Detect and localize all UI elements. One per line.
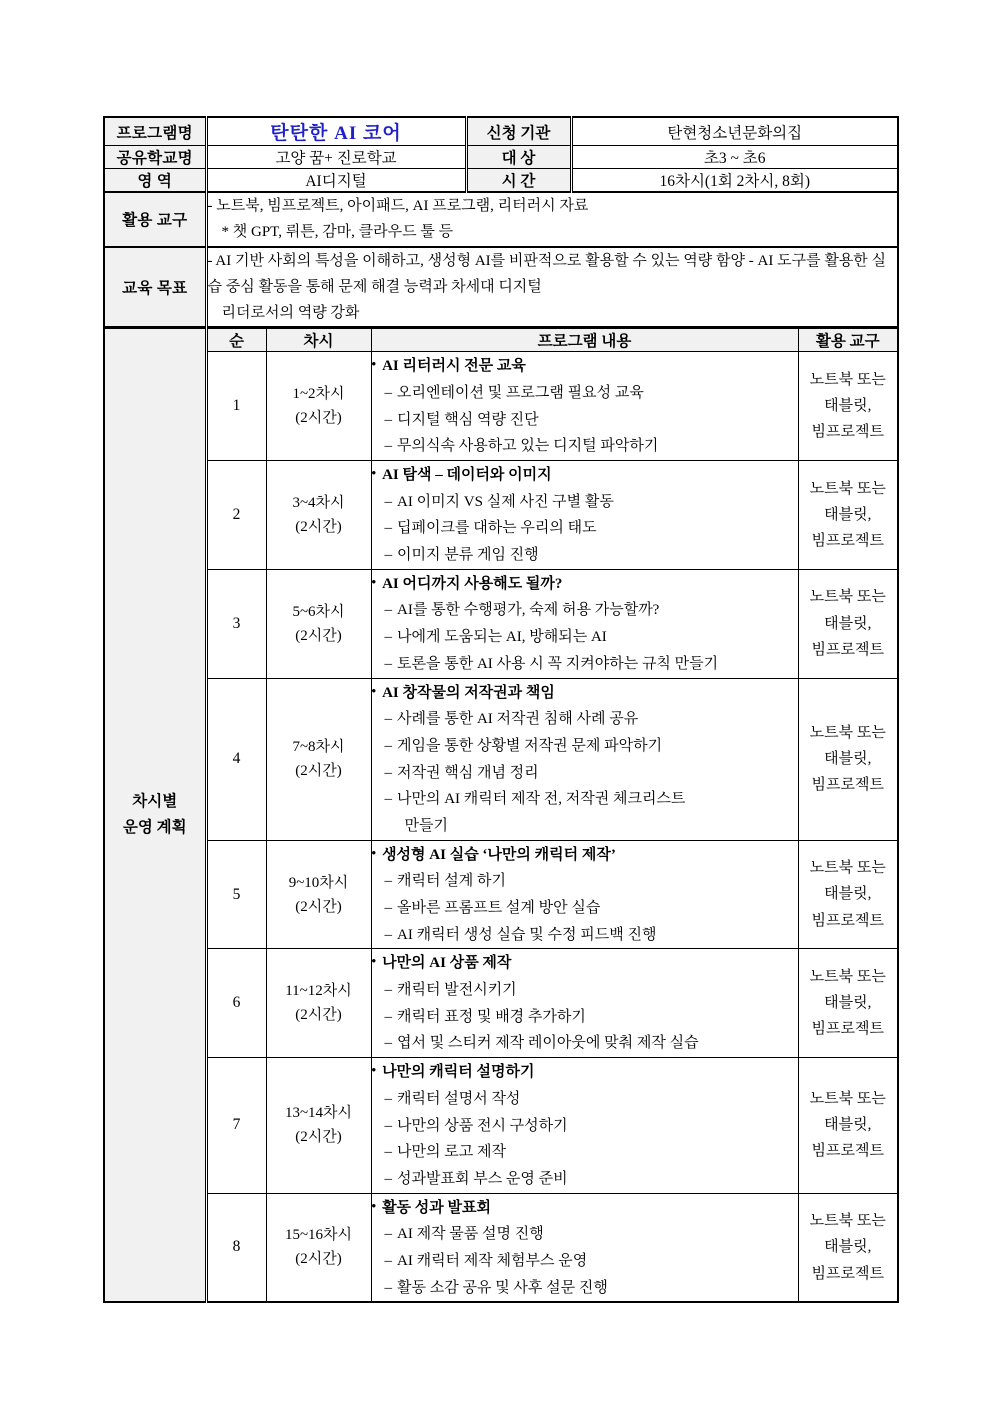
session-tools-line-3: 빔프로젝트 [811, 1265, 884, 1282]
session-range-line-2: (2시간) [295, 1129, 342, 1146]
session-row [104, 461, 898, 570]
session-tools-line-2: 태블릿, [824, 615, 872, 632]
session-tools-line-1: 노트북 또는 [809, 1090, 886, 1107]
session-tools-line-3: 빔프로젝트 [811, 1021, 884, 1038]
session-number: 2 [206, 461, 266, 570]
session-content-item: – AI 이미지 VS 실제 사진 구별 활동 [372, 489, 798, 516]
session-range-line-1: 7~8차시 [292, 739, 345, 756]
session-range-line-2: (2시간) [295, 1007, 342, 1024]
session-content-item: – 활동 소감 공유 및 사후 설문 진행 [372, 1275, 798, 1302]
session-range-line-1: 9~10차시 [288, 874, 349, 891]
session-range-line-2: (2시간) [295, 1251, 342, 1268]
session-content-item: – 캐릭터 발전시키기 [372, 977, 798, 1004]
session-tools-line-1: 노트북 또는 [809, 589, 886, 606]
session-row [104, 678, 898, 840]
session-number: 7 [206, 1058, 266, 1193]
session-range-line-2: (2시간) [295, 518, 342, 535]
session-row [104, 840, 898, 949]
session-tools-line-1: 노트북 또는 [809, 371, 886, 388]
session-content-heading: • 나만의 AI 상품 제작 [372, 949, 798, 977]
session-content-item: – 디지털 핵심 역량 진단 [372, 407, 798, 434]
session-tools [798, 1193, 898, 1302]
tools-line-1: - 노트북, 빔프로젝트, 아이패드, AI 프로그램, 리터러시 자료 [207, 198, 589, 214]
session-range-line-2: (2시간) [295, 898, 342, 915]
table-row-shared-school [104, 146, 898, 169]
session-content-item: – 캐릭터 표정 및 배경 추가하기 [372, 1004, 798, 1031]
session-content-heading: • AI 탐색 – 데이터와 이미지 [372, 461, 798, 489]
column-header-content: 프로그램 내용 [371, 329, 798, 352]
session-tools [798, 461, 898, 570]
session-content-item: – AI를 통한 수행평가, 숙제 허용 가능할까? [372, 597, 798, 624]
session-content-item: – 나만의 AI 캐릭터 제작 전, 저작권 체크리스트 [372, 786, 798, 813]
session-tools-line-2: 태블릿, [824, 886, 872, 903]
session-plan-table [103, 328, 899, 1303]
session-tools-line-2: 태블릿, [824, 1239, 872, 1256]
session-tools [798, 352, 898, 461]
session-tools [798, 678, 898, 840]
session-content-item: – 사례를 통한 AI 저작권 침해 사례 공유 [372, 706, 798, 733]
session-tools-line-2: 태블릿, [824, 506, 872, 523]
session-tools-line-3: 빔프로젝트 [811, 912, 884, 929]
session-content-item: – 나에게 도움되는 AI, 방해되는 AI [372, 624, 798, 651]
tools-line-2: * 챗 GPT, 뤼튼, 감마, 클라우드 툴 등 [221, 224, 454, 241]
session-range [266, 949, 371, 1058]
session-tools-line-3: 빔프로젝트 [811, 1143, 884, 1160]
session-range [266, 569, 371, 678]
session-number: 8 [206, 1193, 266, 1302]
session-range [266, 1193, 371, 1302]
session-tools [798, 840, 898, 949]
session-range [266, 840, 371, 949]
session-tools [798, 569, 898, 678]
session-range-line-2: (2시간) [295, 763, 342, 780]
session-tools [798, 1058, 898, 1193]
session-content-heading: • AI 창작물의 저작권과 책임 [372, 679, 798, 707]
session-content-item: – AI 캐릭터 제작 체험부스 운영 [372, 1248, 798, 1275]
session-content-continuation: 만들기 [404, 817, 448, 834]
goal-line-3: 리더로서의 역량 강화 [221, 305, 360, 321]
session-content [371, 840, 798, 949]
value-program-name: 탄탄한 AI 코어 [206, 117, 466, 146]
value-goals [206, 247, 898, 328]
program-info-table [103, 116, 899, 328]
session-range-line-1: 15~16차시 [284, 1227, 353, 1244]
session-tools-line-3: 빔프로젝트 [811, 641, 884, 658]
session-row [104, 1193, 898, 1302]
value-hours: 16차시(1회 2차시, 8회) [571, 169, 898, 193]
session-content-item: – 나만의 상품 전시 구성하기 [372, 1113, 798, 1140]
session-row [104, 352, 898, 461]
session-row [104, 569, 898, 678]
session-tools-line-1: 노트북 또는 [809, 968, 886, 985]
session-row [104, 1058, 898, 1193]
session-tools-line-1: 노트북 또는 [809, 724, 886, 741]
session-content-heading: • 생성형 AI 실습 ‘나만의 캐릭터 제작’ [372, 841, 798, 869]
session-content-item: – AI 캐릭터 생성 실습 및 수정 피드백 진행 [372, 922, 798, 949]
session-content-heading: • 활동 성과 발표회 [372, 1194, 798, 1222]
session-content-item: – 성과발표회 부스 운영 준비 [372, 1166, 798, 1193]
value-shared-school: 고양 꿈+ 진로학교 [206, 146, 466, 169]
session-range-line-2: (2시간) [295, 627, 342, 644]
session-range-line-1: 1~2차시 [292, 386, 345, 403]
session-content-item: – AI 제작 물품 설명 진행 [372, 1221, 798, 1248]
session-tools [798, 949, 898, 1058]
value-target: 초3 ~ 초6 [571, 146, 898, 169]
label-applicant-org: 신청 기관 [466, 117, 571, 146]
session-number: 3 [206, 569, 266, 678]
session-content-item: – 토론을 통한 AI 사용 시 꼭 지켜야하는 규칙 만들기 [372, 651, 798, 678]
session-range-line-1: 11~12차시 [285, 983, 352, 1000]
session-tools-line-3: 빔프로젝트 [811, 533, 884, 549]
session-range-line-1: 13~14차시 [284, 1105, 353, 1122]
session-tools-line-1: 노트북 또는 [809, 480, 886, 497]
table-row-goals [104, 247, 898, 328]
table-row-tools [104, 192, 898, 247]
session-content [371, 569, 798, 678]
session-content-item: – 딥페이크를 대하는 우리의 태도 [372, 515, 798, 542]
label-program-name: 프로그램명 [104, 117, 206, 146]
label-shared-school: 공유학교명 [104, 146, 206, 169]
session-content-item: – 올바른 프롬프트 설계 방안 실습 [372, 895, 798, 922]
column-header-no: 순 [206, 329, 266, 352]
session-content-item: – 게임을 통한 상황별 저작권 문제 파악하기 [372, 733, 798, 760]
session-row [104, 949, 898, 1058]
session-content [371, 352, 798, 461]
session-range [266, 678, 371, 840]
session-content-item: – 무의식속 사용하고 있는 디지털 파악하기 [372, 433, 798, 460]
session-tools-line-2: 태블릿, [824, 1117, 872, 1134]
label-area: 영 역 [104, 169, 206, 193]
side-label-plan [104, 329, 206, 1303]
value-area: AI디지털 [206, 169, 466, 193]
session-tools-line-2: 태블릿, [824, 750, 872, 767]
value-applicant-org: 탄현청소년문화의집 [571, 117, 898, 146]
session-tools-line-1: 노트북 또는 [809, 1213, 886, 1230]
column-header-tools: 활용 교구 [798, 329, 898, 352]
session-range-line-2: (2시간) [295, 410, 342, 427]
session-tools-line-3: 빔프로젝트 [811, 777, 884, 794]
session-content [371, 949, 798, 1058]
session-content [371, 1058, 798, 1193]
session-content-item: – 캐릭터 설계 하기 [372, 868, 798, 895]
session-number: 1 [206, 352, 266, 461]
session-number: 4 [206, 678, 266, 840]
session-content-heading: • 나만의 캐릭터 설명하기 [372, 1058, 798, 1086]
side-label-line-1: 차시별 [132, 792, 178, 810]
table-row-area [104, 169, 898, 193]
session-content-heading: • AI 리터러시 전문 교육 [372, 352, 798, 380]
session-range [266, 461, 371, 570]
label-goals: 교육 목표 [104, 247, 206, 328]
column-header-session: 차시 [266, 329, 371, 352]
session-tools-line-1: 노트북 또는 [809, 860, 886, 877]
value-tools [206, 192, 898, 247]
session-range [266, 352, 371, 461]
session-content [371, 1193, 798, 1302]
document-page [103, 116, 897, 1303]
table-row-program-name [104, 117, 898, 146]
session-number: 5 [206, 840, 266, 949]
session-content [371, 461, 798, 570]
label-target: 대 상 [466, 146, 571, 169]
session-tools-line-3: 빔프로젝트 [811, 424, 884, 441]
session-content-item: – 저작권 핵심 개념 정리 [372, 760, 798, 787]
session-content-item: – 캐릭터 설명서 작성 [372, 1086, 798, 1113]
goal-line-1: - AI 기반 사회의 특성을 이해하고, 생성형 AI를 비판적으로 활용할 수 있는 역량 함양 [207, 252, 746, 269]
session-range-line-1: 5~6차시 [292, 603, 345, 620]
session-content-item: – 이미지 분류 게임 진행 [372, 542, 798, 569]
session-range-line-1: 3~4차시 [292, 494, 345, 511]
session-content-heading: • AI 어디까지 사용해도 될까? [372, 570, 798, 598]
session-number: 6 [206, 949, 266, 1058]
side-label-line-2: 운영 계획 [122, 819, 187, 837]
label-hours: 시 간 [466, 169, 571, 193]
session-content [371, 678, 798, 840]
session-content-item: – 오리엔테이션 및 프로그램 필요성 교육 [372, 380, 798, 407]
goal-line-2: - AI 도구를 활용한 실습 중심 활동을 통해 문제 해결 능력과 차세대 디지털 [207, 252, 887, 295]
session-content-item: – 나만의 로고 제작 [372, 1139, 798, 1166]
label-tools: 활용 교구 [104, 192, 206, 247]
session-tools-line-2: 태블릿, [824, 398, 872, 414]
session-range [266, 1058, 371, 1193]
session-plan-header-row [104, 329, 898, 352]
session-content-item: – 엽서 및 스티커 제작 레이아웃에 맞춰 제작 실습 [372, 1030, 798, 1057]
session-tools-line-2: 태블릿, [824, 995, 872, 1012]
